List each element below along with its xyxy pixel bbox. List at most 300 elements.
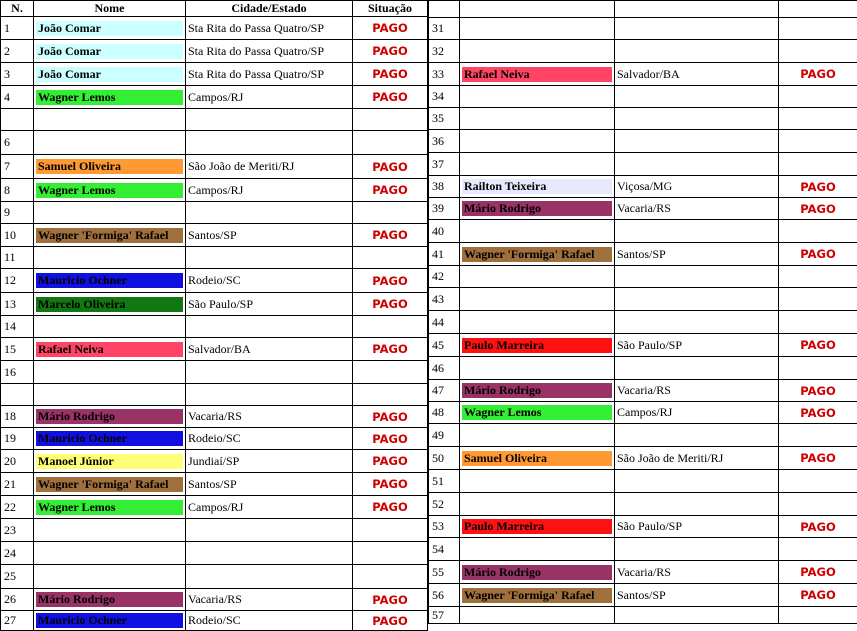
status-cell: PAGO [353,17,428,40]
city-cell: São Paulo/SP [186,293,353,316]
row-number: 43 [429,288,460,311]
table-row [1,86,428,109]
name-label: Wagner 'Formiga' Rafael [462,247,612,262]
row-number: 44 [429,311,460,334]
name-cell [460,266,615,288]
table-row [429,108,857,130]
name-cell [460,198,615,220]
row-number: 52 [429,493,460,516]
status-cell: PAGO [353,338,428,361]
city-cell [186,316,353,338]
city-cell: Vacaria/RS [186,589,353,611]
status-cell [353,131,428,155]
status-cell [353,542,428,565]
status-cell: PAGO [353,86,428,109]
name-cell [460,130,615,153]
name-cell [460,538,615,561]
row-number: 55 [429,561,460,584]
status-cell: PAGO [353,611,428,631]
row-number: 14 [1,316,34,338]
name-label: Mário Rodrigo [36,409,183,424]
table-row [429,198,857,220]
row-number: 11 [1,247,34,269]
table-row [429,357,857,380]
status-cell: PAGO [779,380,857,402]
name-label: Paulo Marreira [462,338,612,353]
city-cell: Sta Rita do Passa Quatro/SP [186,17,353,40]
city-cell: São João de Meriti/RJ [186,155,353,179]
city-cell [615,424,779,447]
table-row [1,450,428,473]
city-cell: Sta Rita do Passa Quatro/SP [186,40,353,63]
table-row [429,561,857,584]
row-number: 51 [429,470,460,493]
table-row [429,607,857,624]
status-cell [353,316,428,338]
status-cell [353,384,428,406]
status-cell [779,18,857,40]
name-label: Manoel Júnior [36,454,183,469]
row-number: 9 [1,202,34,224]
city-cell: Campos/RJ [186,496,353,519]
row-number: 2 [1,40,34,63]
status-cell [779,357,857,380]
status-cell: PAGO [353,40,428,63]
table-row [1,542,428,565]
status-cell [779,311,857,334]
name-label: Wagner Lemos [462,405,612,420]
name-label: Rafael Neiva [36,342,183,357]
table-row [1,384,428,406]
table-row [1,293,428,316]
name-cell [34,565,186,589]
status-cell: PAGO [353,269,428,293]
name-label: Mário Rodrigo [462,565,612,580]
city-cell: São João de Meriti/RJ [615,447,779,470]
city-cell: Vacaria/RS [186,406,353,428]
city-cell [186,361,353,384]
status-cell: PAGO [353,428,428,450]
name-cell [460,561,615,584]
status-cell: PAGO [779,334,857,357]
status-cell: PAGO [353,293,428,316]
city-cell: Vacaria/RS [615,198,779,220]
table-row [1,428,428,450]
row-number: 21 [1,473,34,496]
name-cell [460,447,615,470]
table-row [1,269,428,293]
row-number: 32 [429,40,460,63]
row-number: 35 [429,108,460,130]
status-cell [779,220,857,243]
status-cell [779,86,857,108]
name-cell [460,1,615,18]
name-cell [460,40,615,63]
status-cell [353,202,428,224]
table-row [1,406,428,428]
city-cell: Santos/SP [186,224,353,247]
row-number: 22 [1,496,34,519]
status-cell: PAGO [779,447,857,470]
table-row [429,493,857,516]
row-number: 6 [1,131,34,155]
name-cell [34,450,186,473]
status-cell [353,109,428,131]
city-cell [615,493,779,516]
name-cell [34,473,186,496]
name-cell [34,316,186,338]
row-number: 25 [1,565,34,589]
name-cell [34,247,186,269]
table-row [1,247,428,269]
name-cell [34,269,186,293]
name-cell [34,519,186,542]
row-number: 36 [429,130,460,153]
city-cell [615,108,779,130]
status-cell: PAGO [353,589,428,611]
city-cell: Jundiaí/SP [186,450,353,473]
status-cell: PAGO [353,473,428,496]
status-cell [779,607,857,624]
row-number: 45 [429,334,460,357]
name-cell [34,155,186,179]
name-cell [34,179,186,202]
table-row [1,519,428,542]
name-cell [460,380,615,402]
status-cell [779,493,857,516]
city-cell [615,153,779,176]
table-row [1,338,428,361]
city-cell: Campos/RJ [615,402,779,424]
name-cell [460,18,615,40]
row-number: 7 [1,155,34,179]
row-number: 15 [1,338,34,361]
name-cell [460,424,615,447]
status-cell: PAGO [779,516,857,538]
name-label: João Comar [36,44,183,59]
city-cell [186,247,353,269]
city-cell [615,130,779,153]
row-number: 40 [429,220,460,243]
table-row [1,17,428,40]
table-row [429,176,857,198]
city-cell [615,1,779,18]
name-cell [34,428,186,450]
city-cell [186,202,353,224]
status-cell [779,40,857,63]
city-cell: Viçosa/MG [615,176,779,198]
status-cell: PAGO [779,176,857,198]
status-cell: PAGO [353,496,428,519]
name-cell [460,584,615,607]
row-number: 23 [1,519,34,542]
name-label: Rafael Neiva [462,67,612,82]
row-number: 49 [429,424,460,447]
status-cell [779,130,857,153]
table-row [429,220,857,243]
right-table [428,0,857,624]
city-cell [615,357,779,380]
row-number: 18 [1,406,34,428]
row-number: 33 [429,63,460,86]
city-cell [186,542,353,565]
status-cell: PAGO [353,63,428,86]
status-cell [779,538,857,561]
table-row [429,516,857,538]
header-number: N. [1,1,34,17]
table-row [429,266,857,288]
table-row [429,1,857,18]
name-cell [34,17,186,40]
name-cell [460,334,615,357]
city-cell: Rodeio/SC [186,611,353,631]
city-cell: Santos/SP [615,243,779,266]
city-cell [615,538,779,561]
name-cell [460,493,615,516]
row-number: 12 [1,269,34,293]
left-table [0,0,428,631]
city-cell: Vacaria/RS [615,380,779,402]
name-cell [460,470,615,493]
table-row [1,224,428,247]
name-cell [460,176,615,198]
name-cell [34,611,186,631]
table-row [1,109,428,131]
name-label: Mauricio Ochner [36,273,183,288]
city-cell [186,131,353,155]
name-cell [34,63,186,86]
table-row [1,611,428,631]
city-cell [615,311,779,334]
status-cell: PAGO [779,402,857,424]
table-row [429,18,857,40]
status-cell: PAGO [353,155,428,179]
table-row [429,311,857,334]
row-number: 10 [1,224,34,247]
row-number: 31 [429,18,460,40]
status-cell [779,470,857,493]
city-cell [615,40,779,63]
city-cell: Rodeio/SC [186,269,353,293]
name-cell [34,86,186,109]
header-name: Nome [34,1,186,17]
name-cell [34,338,186,361]
row-number: 54 [429,538,460,561]
status-cell: PAGO [353,450,428,473]
name-cell [460,86,615,108]
city-cell: Santos/SP [615,584,779,607]
name-cell [34,496,186,519]
name-cell [460,516,615,538]
row-number: 53 [429,516,460,538]
table-row [1,131,428,155]
name-cell [34,542,186,565]
table-row [1,316,428,338]
table-row [1,63,428,86]
status-cell: PAGO [779,561,857,584]
header-city: Cidade/Estado [186,1,353,17]
name-cell [34,40,186,63]
name-label: Samuel Oliveira [36,159,183,174]
city-cell: Vacaria/RS [615,561,779,584]
row-number: 48 [429,402,460,424]
table-row [1,361,428,384]
table-row [429,243,857,266]
status-cell [779,108,857,130]
city-cell: Salvador/BA [186,338,353,361]
city-cell [186,519,353,542]
table-row [1,565,428,589]
header-row [1,1,428,17]
status-cell: PAGO [353,406,428,428]
status-cell [353,519,428,542]
name-cell [34,589,186,611]
row-number: 46 [429,357,460,380]
city-cell [615,86,779,108]
city-cell: Campos/RJ [186,179,353,202]
city-cell [615,18,779,40]
row-number: 50 [429,447,460,470]
city-cell [615,266,779,288]
name-label: Wagner Lemos [36,500,183,515]
city-cell [186,109,353,131]
table-row [429,402,857,424]
name-label: Wagner 'Formiga' Rafael [36,228,183,243]
row-number: 34 [429,86,460,108]
name-cell [460,63,615,86]
name-label: João Comar [36,21,183,36]
name-cell [460,311,615,334]
table-row [429,153,857,176]
city-cell [615,470,779,493]
row-number: 4 [1,86,34,109]
name-cell [460,243,615,266]
name-cell [460,357,615,380]
status-cell: PAGO [779,243,857,266]
table-row [1,473,428,496]
name-label: Marcelo Oliveira [36,297,183,312]
row-number: 57 [429,607,460,624]
name-cell [460,108,615,130]
city-cell [615,220,779,243]
status-cell [353,361,428,384]
name-label: Paulo Marreira [462,519,612,534]
table-row [429,86,857,108]
status-cell: PAGO [353,179,428,202]
row-number: 20 [1,450,34,473]
city-cell [186,565,353,589]
status-cell [353,247,428,269]
row-number: 56 [429,584,460,607]
name-label: Wagner Lemos [36,90,183,105]
row-number [1,109,34,131]
status-cell [779,424,857,447]
name-label: Mário Rodrigo [462,383,612,398]
city-cell: Salvador/BA [615,63,779,86]
city-cell: Campos/RJ [186,86,353,109]
row-number: 27 [1,611,34,631]
row-number: 19 [1,428,34,450]
table-row [1,589,428,611]
name-cell [460,402,615,424]
city-cell [615,288,779,311]
row-number: 13 [1,293,34,316]
name-cell [34,293,186,316]
table-row [429,380,857,402]
table-row [429,130,857,153]
row-number: 24 [1,542,34,565]
city-cell: São Paulo/SP [615,334,779,357]
name-label: Mauricio Ochner [36,613,183,628]
row-number: 37 [429,153,460,176]
table-row [429,470,857,493]
name-cell [460,153,615,176]
row-number [429,1,460,18]
table-row [1,155,428,179]
city-cell [186,384,353,406]
name-cell [34,384,186,406]
name-cell [460,220,615,243]
city-cell: Rodeio/SC [186,428,353,450]
name-cell [34,131,186,155]
status-cell: PAGO [779,198,857,220]
name-label: Mário Rodrigo [36,592,183,607]
row-number: 42 [429,266,460,288]
table-row [1,202,428,224]
name-cell [34,202,186,224]
name-cell [34,406,186,428]
name-label: Samuel Oliveira [462,451,612,466]
table-row [429,40,857,63]
table-row [429,288,857,311]
name-label: Railton Teixeira [462,179,612,194]
city-cell: Santos/SP [186,473,353,496]
status-cell [779,153,857,176]
status-cell [353,565,428,589]
name-cell [460,288,615,311]
row-number: 39 [429,198,460,220]
row-number: 8 [1,179,34,202]
name-label: João Comar [36,67,183,82]
name-label: Wagner 'Formiga' Rafael [36,477,183,492]
table-row [1,179,428,202]
status-cell [779,266,857,288]
row-number: 47 [429,380,460,402]
row-number: 1 [1,17,34,40]
city-cell: São Paulo/SP [615,516,779,538]
name-label: Wagner 'Formiga' Rafael [462,588,612,603]
header-status: Situação [353,1,428,17]
table-row [429,424,857,447]
name-cell [34,361,186,384]
row-number [1,384,34,406]
status-cell: PAGO [779,63,857,86]
status-cell [779,1,857,18]
row-number: 3 [1,63,34,86]
name-label: Mário Rodrigo [462,201,612,216]
table-row [1,496,428,519]
city-cell: Sta Rita do Passa Quatro/SP [186,63,353,86]
table-row [429,63,857,86]
name-cell [460,607,615,624]
row-number: 26 [1,589,34,611]
table-row [429,538,857,561]
status-cell: PAGO [779,584,857,607]
status-cell: PAGO [353,224,428,247]
name-label: Wagner Lemos [36,183,183,198]
table-row [429,584,857,607]
name-label: Mauricio Ochner [36,431,183,446]
